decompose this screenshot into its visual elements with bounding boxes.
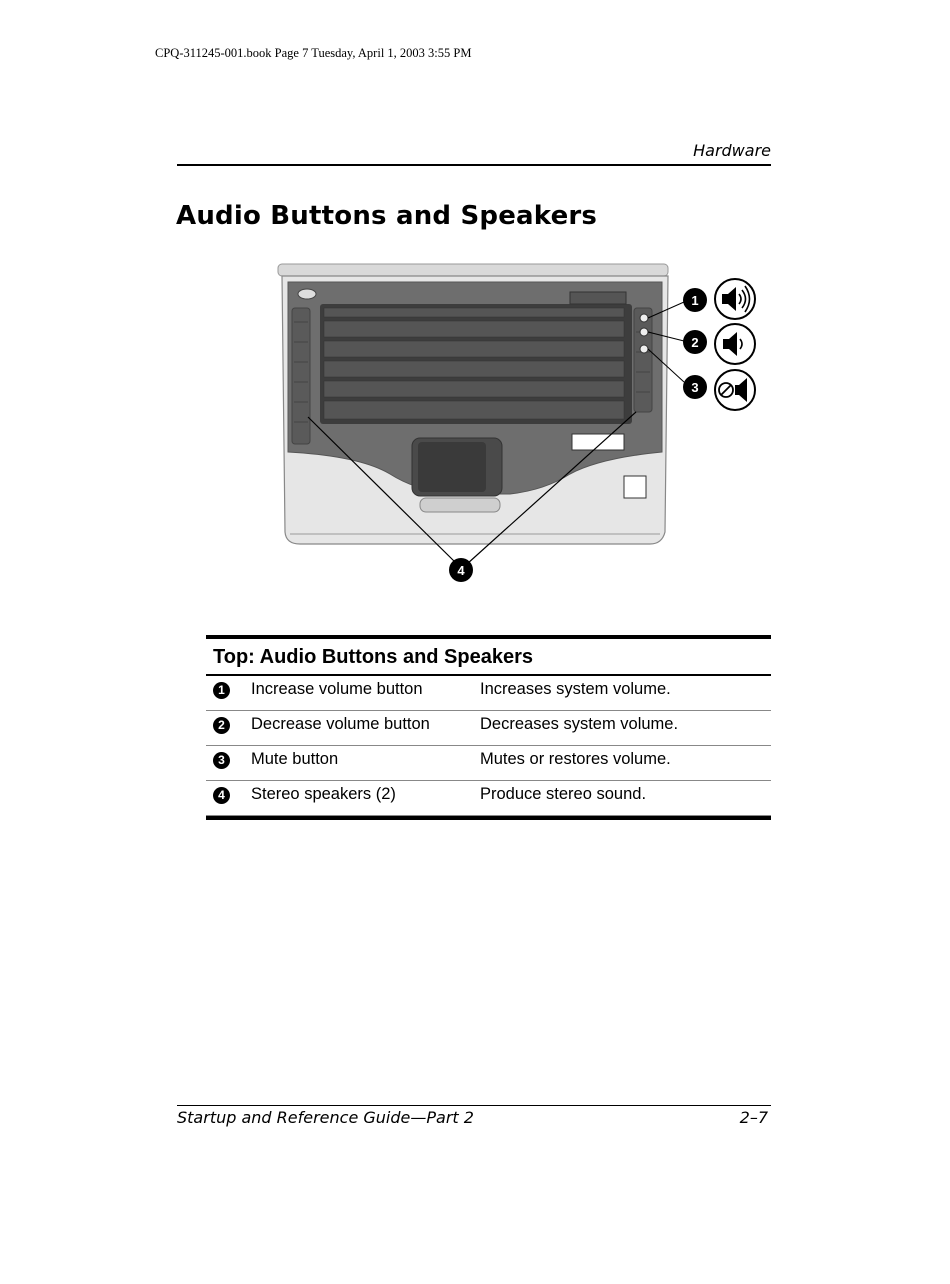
laptop-illustration [270, 262, 770, 592]
table-row [206, 676, 771, 711]
component-name: Stereo speakers (2) [251, 785, 396, 803]
component-name: Mute button [251, 750, 339, 768]
footer-title: Startup and Reference Guide—Part 2 [177, 1108, 474, 1127]
item-number-badge: 1 [213, 682, 230, 699]
table-row [206, 711, 771, 746]
callout-4-label: 4 [457, 563, 465, 578]
table-row [206, 746, 771, 781]
running-header-section: Hardware [693, 141, 771, 160]
component-description: Produce stereo sound. [480, 785, 647, 803]
component-name: Increase volume button [251, 680, 423, 698]
callout-2-label: 2 [691, 335, 699, 350]
keyboard-keys [324, 308, 624, 419]
laptop-figure [270, 262, 770, 592]
page-number: 2–7 [739, 1108, 768, 1127]
page-title: Audio Buttons and Speakers [176, 201, 598, 231]
table-caption: Top: Audio Buttons and Speakers [213, 646, 534, 668]
callout-1-label: 1 [691, 293, 699, 308]
footer-rule [177, 1105, 771, 1106]
audio-buttons-table [206, 635, 771, 820]
table-row [206, 781, 771, 816]
component-description: Decreases system volume. [480, 715, 679, 733]
component-description: Mutes or restores volume. [480, 750, 671, 768]
item-number-badge: 2 [213, 717, 230, 734]
header-rule [177, 164, 771, 166]
book-header: CPQ-311245-001.book Page 7 Tuesday, April 1, 2003 3:55 PM [155, 46, 472, 60]
table-bottom-rule [206, 816, 771, 820]
component-description: Increases system volume. [480, 680, 671, 698]
component-name: Decrease volume button [251, 715, 430, 733]
item-number-badge: 3 [213, 752, 230, 769]
item-number-badge: 4 [213, 787, 230, 804]
callout-3-label: 3 [691, 380, 699, 395]
